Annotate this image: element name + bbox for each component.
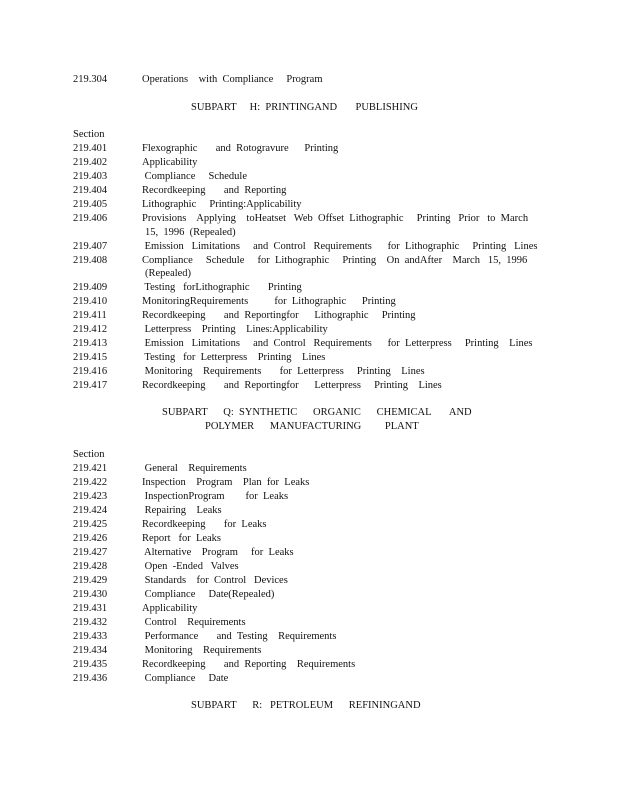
section-title: Repairing Leaks (142, 505, 222, 516)
toc-entry (0, 240, 618, 254)
section-number: 219.402 (73, 157, 108, 168)
subpart-q-heading-line2: POLYMER MANUFACTURING PLANT (205, 421, 419, 432)
subpart-r-heading: SUBPART R: PETROLEUM REFININGAND (191, 700, 421, 711)
section-title-continuation: 15, 1996 (Repealed) (145, 227, 236, 238)
toc-entry (0, 142, 618, 156)
section-title: Lithographic Printing:Applicability (142, 199, 302, 210)
toc-entry (0, 337, 618, 351)
section-label-q (0, 448, 618, 462)
section-title: Emission Limitations and Control Requirements for Letterpress Printing Lines (142, 338, 533, 349)
section-number: 219.430 (73, 589, 108, 600)
section-title: Report for Leaks (142, 533, 222, 544)
section-number: 219.412 (73, 324, 108, 335)
section-title: InspectionProgram for Leaks (142, 491, 289, 502)
section-title: Control Requirements (142, 617, 246, 628)
toc-entry (0, 546, 618, 560)
section-number: 219.405 (73, 199, 108, 210)
toc-entry (0, 616, 618, 630)
section-title: Performance and Testing Requirements (142, 631, 337, 642)
toc-entry (0, 351, 618, 365)
section-label: Section (73, 449, 105, 460)
toc-entry (0, 379, 618, 393)
section-number: 219.417 (73, 380, 108, 391)
section-title: Open -Ended Valves (142, 561, 239, 572)
section-title: Compliance Schedule (142, 171, 247, 182)
section-title: Compliance Date(Repealed) (142, 589, 275, 600)
section-label: Section (73, 129, 105, 140)
section-title: Recordkeeping and Reportingfor Lithographic Printing (142, 310, 416, 321)
section-number: 219.415 (73, 352, 108, 363)
toc-entry (0, 644, 618, 658)
section-number: 219.433 (73, 631, 108, 642)
toc-entry (0, 365, 618, 379)
section-title: Applicability (142, 603, 198, 614)
toc-entry (0, 254, 618, 268)
toc-entry (0, 532, 618, 546)
section-title: Compliance Schedule for Lithographic Printing On andAfter March 15, 1996 (142, 255, 528, 266)
section-number: 219.427 (73, 547, 108, 558)
section-title: Compliance Date (142, 673, 229, 684)
section-title: Testing for Letterpress Printing Lines (142, 352, 326, 363)
section-number: 219.425 (73, 519, 108, 530)
section-title-continuation: (Repealed) (145, 268, 192, 279)
section-number: 219.424 (73, 505, 108, 516)
toc-entry (0, 212, 618, 226)
toc-entry (0, 462, 618, 476)
section-number: 219.431 (73, 603, 108, 614)
section-number: 219.411 (73, 310, 107, 321)
section-number: 219.422 (73, 477, 108, 488)
toc-entry (0, 156, 618, 170)
section-title: Alternative Program for Leaks (142, 547, 294, 558)
section-number: 219.435 (73, 659, 108, 670)
section-number: 219.406 (73, 213, 108, 224)
section-title: Monitoring Requirements (142, 645, 262, 656)
section-title: Emission Limitations and Control Requirements for Lithographic Printing Lines (142, 241, 538, 252)
section-number: 219.416 (73, 366, 108, 377)
section-title: Testing forLithographic Printing (142, 282, 302, 293)
toc-entry (0, 198, 618, 212)
section-number: 219.426 (73, 533, 108, 544)
toc-entry (0, 490, 618, 504)
section-number: 219.413 (73, 338, 108, 349)
section-number: 219.423 (73, 491, 108, 502)
toc-entry (0, 672, 618, 686)
section-title: MonitoringRequirements for Lithographic Printing (142, 296, 396, 307)
section-title: Operations with Compliance Program (142, 74, 323, 85)
toc-entry (0, 630, 618, 644)
section-number: 219.434 (73, 645, 108, 656)
toc-entry (0, 518, 618, 532)
section-number: 219.408 (73, 255, 108, 266)
toc-entry (0, 323, 618, 337)
toc-entry (0, 588, 618, 602)
section-number: 219.421 (73, 463, 108, 474)
section-title: Recordkeeping for Leaks (142, 519, 267, 530)
section-title: Standards for Control Devices (142, 575, 288, 586)
section-title: Inspection Program Plan for Leaks (142, 477, 310, 488)
section-title: Flexographic and Rotogravure Printing (142, 143, 339, 154)
section-number: 219.304 (73, 74, 108, 85)
section-number: 219.428 (73, 561, 108, 572)
section-title: Applicability (142, 157, 198, 168)
toc-entry (0, 574, 618, 588)
section-number: 219.432 (73, 617, 108, 628)
toc-entry-continuation (0, 267, 618, 281)
section-title: Recordkeeping and Reportingfor Letterpress Printing Lines (142, 380, 442, 391)
section-number: 219.436 (73, 673, 108, 684)
section-title: Letterpress Printing Lines:Applicability (142, 324, 328, 335)
toc-entry (0, 281, 618, 295)
section-title: Provisions Applying toHeatset Web Offset Lithographic Printing Prior to March (142, 213, 529, 224)
section-number: 219.401 (73, 143, 108, 154)
section-number: 219.403 (73, 171, 108, 182)
section-label-h (0, 128, 618, 142)
toc-entry-219-304 (0, 73, 618, 87)
toc-entry (0, 476, 618, 490)
subpart-h-heading: SUBPART H: PRINTINGAND PUBLISHING (191, 102, 418, 113)
section-number: 219.404 (73, 185, 108, 196)
section-number: 219.407 (73, 241, 108, 252)
section-number: 219.409 (73, 282, 108, 293)
toc-entry (0, 170, 618, 184)
section-title: Recordkeeping and Reporting (142, 185, 287, 196)
section-number: 219.410 (73, 296, 108, 307)
toc-entry-continuation (0, 226, 618, 240)
toc-entry (0, 184, 618, 198)
toc-entry (0, 295, 618, 309)
subpart-q-heading-line1: SUBPART Q: SYNTHETIC ORGANIC CHEMICAL AND (162, 407, 472, 418)
toc-entry (0, 504, 618, 518)
section-title: General Requirements (142, 463, 247, 474)
section-title: Monitoring Requirements for Letterpress Printing Lines (142, 366, 425, 377)
section-number: 219.429 (73, 575, 108, 586)
toc-entry (0, 560, 618, 574)
toc-entry (0, 658, 618, 672)
section-title: Recordkeeping and Reporting Requirements (142, 659, 356, 670)
toc-entry (0, 309, 618, 323)
toc-entry (0, 602, 618, 616)
